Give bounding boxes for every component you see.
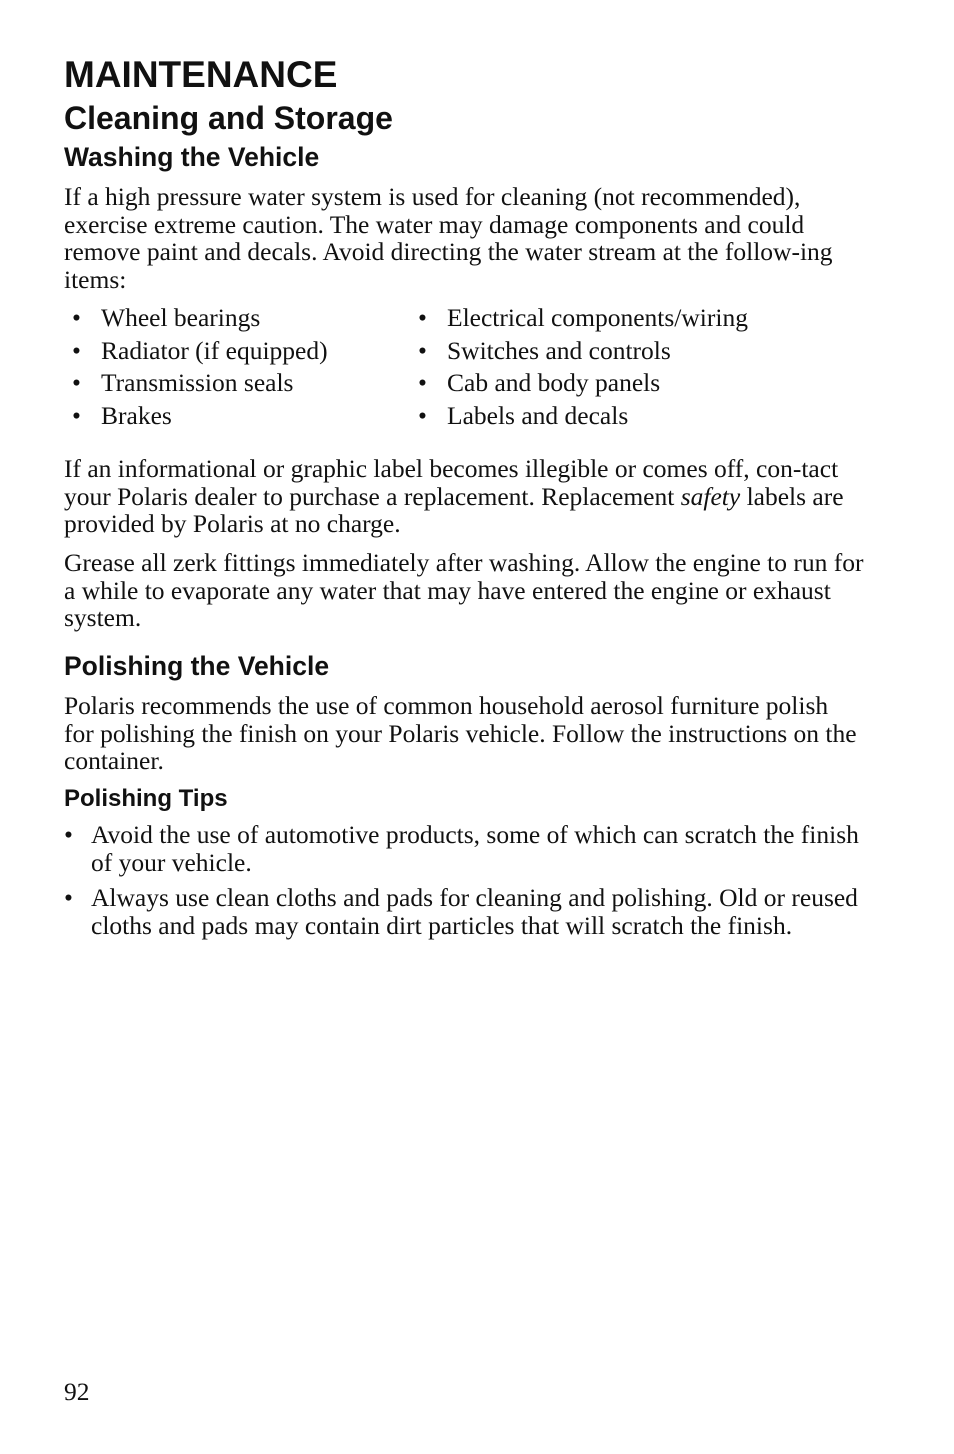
list-item <box>64 821 864 876</box>
bullet: • <box>418 368 427 397</box>
list-item-text: Switches and controls <box>447 335 671 365</box>
bullet: • <box>64 820 73 849</box>
list-item-text: Always use clean cloths and pads for cleaning and polishing. Old or reused cloths and pads may contain dirt particles that will scratch the finish. <box>91 883 858 940</box>
washing-heading: Washing the Vehicle <box>64 142 320 172</box>
polishing-heading: Polishing the Vehicle <box>64 651 330 681</box>
grease-paragraph: Grease all zerk fittings immediately after washing. Allow the engine to run for a while to evaporate any water that may have entered the engine or exhaust system. <box>64 548 864 632</box>
washing-intro-paragraph: If a high pressure water system is used for cleaning (not recommended), exercise extreme caution. The water may damage components and could remove paint and decals. Avoid directing the water stream at the follow-ing items: <box>64 182 833 294</box>
list-item-text: Avoid the use of automotive products, some of which can scratch the finish of your vehicle. <box>91 820 859 877</box>
label-replacement-paragraph <box>64 455 864 538</box>
bullet: • <box>72 335 81 365</box>
polishing-intro-paragraph: Polaris recommends the use of common household aerosol furniture polish for polishing the finish on your Polaris vehicle. Follow the instructions on the container. <box>64 691 857 775</box>
section-title: MAINTENANCE <box>64 54 338 95</box>
label-para-emphasis: safety <box>680 481 741 511</box>
bullet: • <box>72 400 81 430</box>
list-item-text: Labels and decals <box>447 400 629 430</box>
list-item <box>64 884 864 939</box>
list-item-text: Transmission seals <box>101 368 294 397</box>
list-item-text: Brakes <box>101 400 172 430</box>
bullet: • <box>72 303 81 332</box>
list-item-text: Radiator (if equipped) <box>101 335 328 365</box>
bullet: • <box>72 368 81 397</box>
list-item-text: Electrical components/wiring <box>447 303 748 332</box>
bullet: • <box>418 400 427 430</box>
list-item-text: Wheel bearings <box>101 303 261 332</box>
label-para-text-end: labels are provided by Polaris at no charge. <box>64 481 844 538</box>
list-item-text: Cab and body panels <box>447 368 661 397</box>
polishing-tips-heading: Polishing Tips <box>64 785 228 812</box>
bullet: • <box>418 335 427 365</box>
bullet: • <box>64 883 73 912</box>
polishing-tips-list <box>64 821 864 947</box>
page-number: 92 <box>64 1377 90 1406</box>
subsection-title: Cleaning and Storage <box>64 100 393 136</box>
label-para-text: If an informational or graphic label becomes illegible or comes off, con-tact your Polaris dealer to purchase a replacement. Replacement <box>64 454 839 511</box>
bullet: • <box>418 303 427 332</box>
